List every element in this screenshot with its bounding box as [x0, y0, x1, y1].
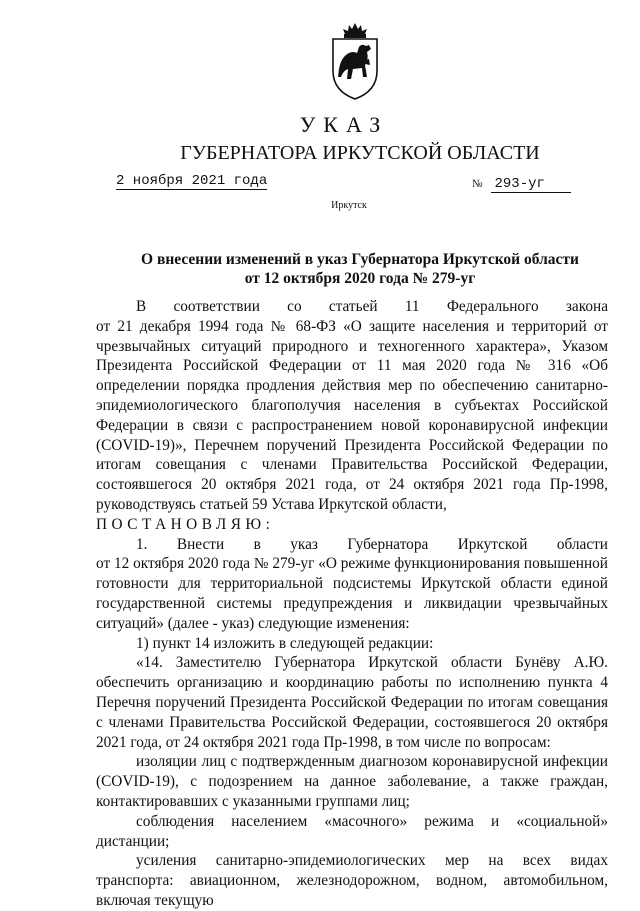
item-1: от 12 октября 2020 года № 279-уг «О режиме функционирования повышенной готовности для территориальной подсистемы Иркутской области единой государственной системы предупреждения и ликвидации чрезвычайных ситуаций» (далее - указ) следующие изменения: — [96, 555, 608, 632]
document-date — [116, 173, 267, 190]
document-body — [96, 297, 608, 911]
number-sign: № — [472, 178, 483, 190]
document-city: Иркутск — [331, 200, 367, 211]
number-value: 293-уг — [491, 177, 571, 193]
item-1-first-line: 1. Внести в указ Губернатора Иркутской области — [136, 535, 608, 553]
document-issuer: ГУБЕРНАТОРА ИРКУТСКОЙ ОБЛАСТИ — [180, 142, 540, 164]
document-title — [90, 250, 630, 288]
paragraph-preamble: от 21 декабря 1994 года № 68-ФЗ «О защите населения и территорий от чрезвычайных ситуаций природного и техногенного характера», Указом Президента Российской Федерации от 11 мая 2020 года № 316 «Об определении порядка продления действия мер по обеспечению санитарно-эпидемиологического благополучия населения в субъектах Российской Федерации в связи с распространением новой коронавирусной инфекции (COVID-19)», Перечнем поручений Президента Российской Федерации по итогам совещания с членами Правительства Российской Федерации, состоявшегося 20 октября 2021 года, от 24 октября 2021 года Пр-1998, руководствуясь статьей 59 Устава Иркутской области, — [96, 317, 608, 513]
paragraph-14: «14. Заместителю Губернатора Иркутской области Бунёву А.Ю. обеспечить организацию и координацию работы по исполнению пункта 4 Перечня поручений Президента Российской Федерации по итогам совещания с членами Правительства Российской Федерации, состоявшегося 20 октября 2021 года, от 24 октября 2021 года Пр-1998, в том числе по вопросам: — [96, 654, 608, 751]
question-masks: соблюдения населением «масочного» режима и «социальной» дистанции; — [96, 812, 608, 850]
subitem-1: 1) пункт 14 изложить в следующей редакции: — [136, 634, 434, 652]
irkutsk-coat-of-arms-icon — [329, 21, 381, 101]
question-isolation: изоляции лиц с подтвержденным диагнозом коронавирусной инфекции (COVID-19), с подозрением на данное заболевание, а также граждан, контактировавших с указанными группами лиц; — [96, 753, 608, 810]
title-line-1: О внесении изменений в указ Губернатора Иркутской области — [141, 251, 579, 268]
document-type: УКАЗ — [299, 112, 389, 137]
paragraph-preamble-first-line: В соответствии со статьей 11 Федерального закона — [136, 298, 608, 315]
document-number — [472, 176, 571, 193]
date-value: 2 ноября 2021 года — [116, 173, 268, 189]
title-line-2: от 12 октября 2020 года № 279-уг — [244, 270, 476, 287]
resolution-word: ПОСТАНОВЛЯЮ: — [96, 515, 275, 533]
question-transport: усиления санитарно-эпидемиологических мер на всех видах транспорта: авиационном, железнодорожном, водном, автомобильном, включая текущую — [96, 852, 608, 909]
